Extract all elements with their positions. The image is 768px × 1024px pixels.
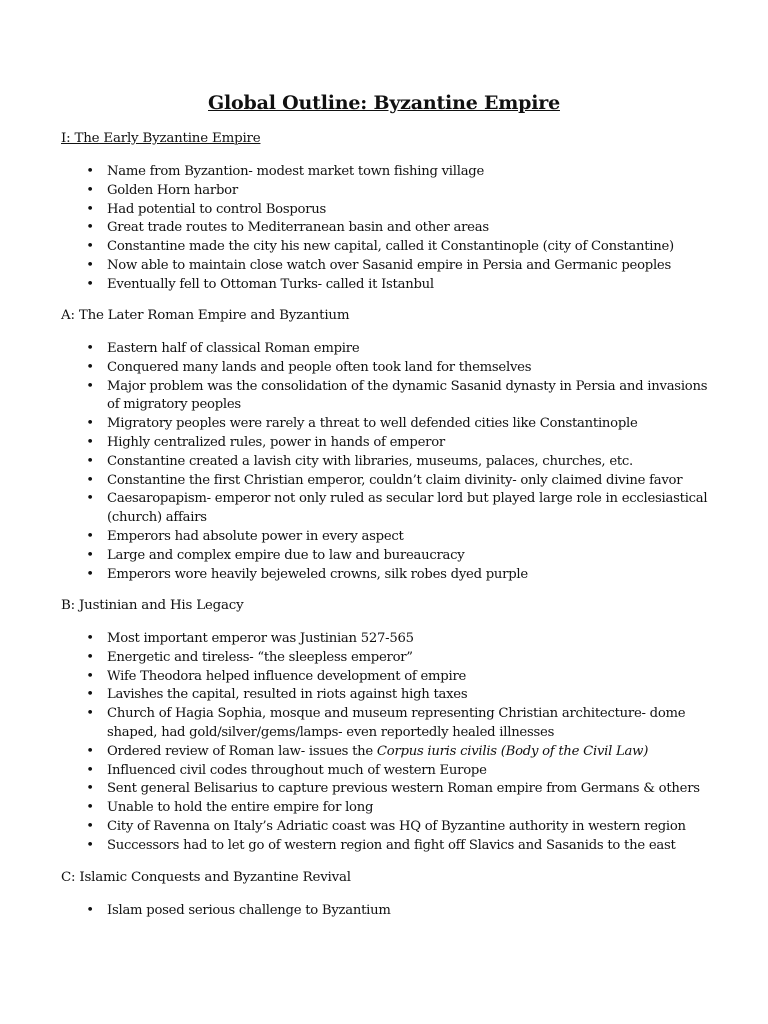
list-item: • Constantine made the city his new capital, called it Constantinople (city of Constantine)	[0, 238, 768, 257]
list-item: • Constantine the first Christian emperor, couldn’t claim divinity- only claimed divine favor	[0, 472, 768, 491]
bullet-icon: •	[86, 743, 94, 759]
list-item: • Golden Horn harbor	[0, 182, 768, 201]
list-item: • Major problem was the consolidation of the dynamic Sasanid dynasty in Persia and invasions of migratory peoples	[86, 378, 708, 413]
bullet-icon: •	[86, 631, 94, 646]
bullet-icon: •	[86, 359, 94, 375]
list-item: • Unable to hold the entire empire for long	[0, 799, 768, 818]
list-item: • Influenced civil codes throughout much of western Europe	[0, 762, 768, 781]
bullet-icon: •	[86, 903, 94, 918]
bullet-icon: •	[86, 472, 94, 488]
list-item: • Lavishes the capital, resulted in riots against high taxes	[0, 686, 768, 705]
list-item: • Energetic and tireless- “the sleepless emperor”	[0, 649, 768, 668]
list-item: • Large and complex empire due to law and bureaucracy	[0, 547, 768, 566]
list-item: • Constantine created a lavish city with libraries, museums, palaces, churches, etc.	[0, 453, 768, 472]
bullet-icon: •	[86, 668, 94, 684]
list-item: • Successors had to let go of western region and fight off Slavics and Sasanids to the east	[0, 837, 768, 856]
list-item: • Most important emperor was Justinian 527-565	[0, 630, 768, 649]
bullet-icon: •	[86, 257, 94, 273]
bullet-list-islamic-conquests	[0, 902, 768, 921]
bullet-icon: •	[86, 164, 94, 179]
bullet-icon: •	[86, 818, 94, 834]
bullet-icon: •	[86, 453, 94, 469]
section-heading-early-byzantine: I: The Early Byzantine Empire	[61, 131, 261, 146]
list-item: • Highly centralized rules, power in hands of emperor	[0, 434, 768, 453]
list-item: • Migratory peoples were rarely a threat to well defended cities like Constantinople	[0, 415, 768, 434]
section-heading-justinian: B: Justinian and His Legacy	[61, 598, 244, 613]
section-heading-islamic-conquests: C: Islamic Conquests and Byzantine Revival	[61, 870, 351, 885]
bullet-icon: •	[86, 762, 94, 778]
bullet-icon: •	[86, 706, 94, 722]
bullet-icon: •	[86, 491, 94, 507]
bullet-icon: •	[86, 239, 94, 255]
list-item: • Had potential to control Bosporus	[0, 201, 768, 220]
bullet-icon: •	[86, 837, 94, 853]
list-item: • Now able to maintain close watch over Sasanid empire in Persia and Germanic peoples	[0, 257, 768, 276]
bullet-icon: •	[86, 220, 94, 236]
list-item: • Emperors wore heavily bejeweled crowns, silk robes dyed purple	[0, 566, 768, 585]
list-item: • Sent general Belisarius to capture previous western Roman empire from Germans & others	[0, 780, 768, 799]
bullet-icon: •	[86, 182, 94, 198]
section-heading-later-roman-empire: A: The Later Roman Empire and Byzantium	[61, 308, 350, 323]
page-title: Global Outline: Byzantine Empire	[208, 92, 560, 114]
list-item: • Name from Byzantion- modest market town fishing village	[0, 163, 768, 182]
bullet-icon: •	[86, 547, 94, 563]
list-item: • Wife Theodora helped influence development of empire	[0, 668, 768, 687]
list-item: • City of Ravenna on Italy’s Adriatic coast was HQ of Byzantine authority in western region	[0, 818, 768, 837]
list-item: • Church of Hagia Sophia, mosque and museum representing Christian architecture- dome shaped, had gold/silver/gems/lamps- even reportedly healed illnesses	[86, 706, 686, 740]
bullet-list-justinian	[0, 630, 768, 856]
bullet-icon: •	[86, 416, 94, 432]
list-item: • Emperors had absolute power in every aspect	[0, 528, 768, 547]
list-item: • Eastern half of classical Roman empire	[0, 340, 768, 359]
bullet-icon: •	[86, 341, 94, 356]
bullet-icon: •	[86, 687, 94, 703]
list-item: • Eventually fell to Ottoman Turks- called it Istanbul	[0, 276, 768, 295]
bullet-list-early-byzantine	[0, 163, 768, 295]
bullet-icon: •	[86, 800, 94, 816]
bullet-icon: •	[86, 528, 94, 544]
list-item: • Caesaropapism- emperor not only ruled as secular lord but played large role in ecclesiastical (church) affairs	[86, 491, 708, 526]
list-item: • Great trade routes to Mediterranean basin and other areas	[0, 219, 768, 238]
bullet-list-later-roman-empire	[0, 340, 768, 584]
list-item: • Conquered many lands and people often took land for themselves	[0, 359, 768, 378]
bullet-icon: •	[86, 276, 94, 292]
list-item: • Islam posed serious challenge to Byzantium	[0, 902, 768, 921]
bullet-icon: •	[86, 781, 94, 797]
bullet-icon: •	[86, 201, 94, 217]
bullet-icon: •	[86, 434, 94, 450]
bullet-icon: •	[86, 566, 94, 582]
list-item: • Ordered review of Roman law- issues the Corpus iuris civilis (Body of the Civil Law)	[0, 743, 768, 762]
italic-title: Corpus iuris civilis (Body of the Civil Law)	[376, 743, 649, 759]
bullet-icon: •	[86, 649, 94, 665]
bullet-icon: •	[86, 378, 94, 394]
